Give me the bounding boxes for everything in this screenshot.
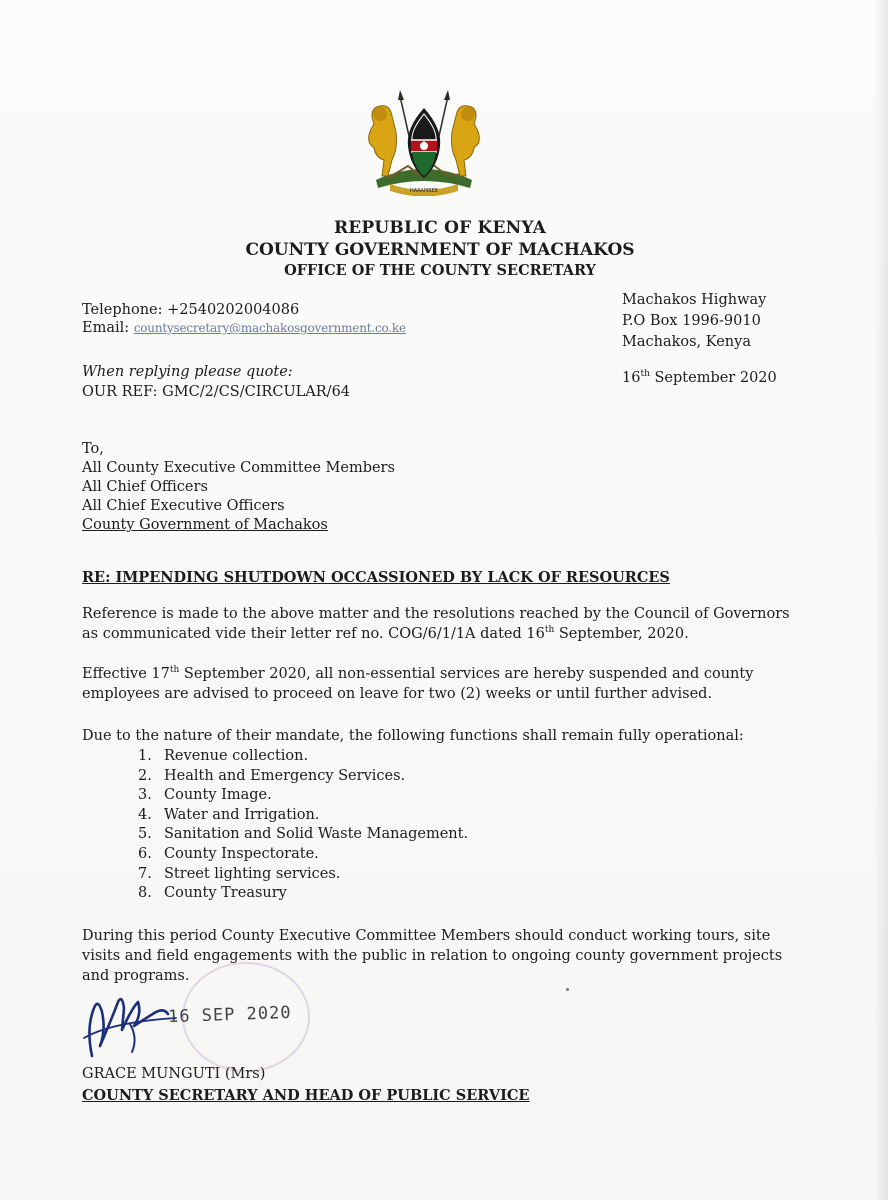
svg-text:HARAMBEE: HARAMBEE <box>410 188 438 194</box>
republic-heading: REPUBLIC OF KENYA <box>333 218 547 238</box>
list-item <box>138 884 468 904</box>
letterhead <box>200 218 680 279</box>
functions-list <box>138 747 468 904</box>
telephone-label: Telephone: <box>82 302 163 318</box>
paragraph-functions-intro: Due to the nature of their mandate, the following functions shall remain fully operational: <box>82 728 744 744</box>
p2-sup: th <box>169 665 180 676</box>
office-heading: OFFICE OF THE COUNTY SECRETARY <box>284 262 596 279</box>
list-item-text: County Treasury <box>164 885 287 902</box>
letter-date <box>622 370 777 386</box>
email-link[interactable]: countysecretary@machakosgovernment.co.ke <box>133 321 406 335</box>
ink-speck <box>566 988 569 991</box>
address-line-1: Machakos Highway <box>622 292 767 308</box>
list-item-number: 4. <box>138 806 152 823</box>
signatory-name: GRACE MUNGUTI (Mrs) <box>82 1066 266 1082</box>
recipient-line-4: County Government of Machakos <box>82 517 328 533</box>
signature-icon <box>72 968 192 1068</box>
signatory-title: COUNTY SECRETARY AND HEAD OF PUBLIC SERVICE <box>82 1087 530 1104</box>
county-heading: COUNTY GOVERNMENT OF MACHAKOS <box>245 240 635 260</box>
list-item-text: Health and Emergency Services. <box>164 767 406 784</box>
list-item <box>138 806 468 826</box>
list-item-text: Water and Irrigation. <box>164 806 320 823</box>
telephone-row <box>82 302 406 318</box>
list-item-text: County Image. <box>164 787 272 804</box>
list-item-number: 8. <box>138 885 152 902</box>
p1-text-a: Reference is made to the above matter and the resolutions reached by the Council of Governors as communicated vide their letter ref no. COG/6/1/1A dated 16 <box>82 606 790 642</box>
list-item-number: 1. <box>138 748 152 764</box>
list-item-text: Revenue collection. <box>164 748 309 764</box>
recipients-block <box>82 440 395 535</box>
recipient-line-1: All County Executive Committee Members <box>82 460 395 476</box>
stamp-date: 16 SEP 2020 <box>167 1002 292 1028</box>
list-item-number: 5. <box>138 826 152 843</box>
p1-text-b: September, 2020. <box>554 626 689 642</box>
list-item-number: 7. <box>138 865 152 882</box>
list-item <box>138 865 468 885</box>
email-label: Email: <box>82 320 130 336</box>
list-item <box>138 786 468 806</box>
date-rest: September 2020 <box>649 370 777 386</box>
subject-line: RE: IMPENDING SHUTDOWN OCCASSIONED BY LACK OF RESOURCES <box>82 569 670 586</box>
list-item-number: 2. <box>138 767 152 784</box>
our-reference: OUR REF: GMC/2/CS/CIRCULAR/64 <box>82 384 351 400</box>
list-item <box>138 767 468 787</box>
list-item-number: 6. <box>138 845 152 862</box>
to-salutation: To, <box>82 441 104 457</box>
list-item <box>138 845 468 865</box>
date-day: 16 <box>622 370 641 386</box>
kenya-coat-of-arms-icon <box>358 88 490 196</box>
address-line-3: Machakos, Kenya <box>622 334 751 350</box>
list-item-number: 3. <box>138 787 152 804</box>
reply-quote-prompt: When replying please quote: <box>82 364 293 380</box>
list-item-text: County Inspectorate. <box>164 845 319 862</box>
page-edge-shadow <box>874 0 888 1200</box>
telephone-value: +2540202004086 <box>167 302 300 318</box>
recipient-line-3: All Chief Executive Officers <box>82 498 285 514</box>
list-item-text: Sanitation and Solid Waste Management. <box>164 826 469 843</box>
p2-text-b: September 2020, all non-essential services are hereby suspended and county employees are advised to proceed on leave for two (2) weeks or until further advised. <box>82 666 754 702</box>
contact-block <box>82 302 406 338</box>
paragraph-working-tours: During this period County Executive Committee Members should conduct working tours, site visits and field engagements with the public in relation to ongoing county government projects and programs. <box>82 928 783 984</box>
email-row <box>82 320 406 336</box>
signatory-block <box>82 1064 529 1106</box>
address-line-2: P.O Box 1996-9010 <box>622 313 761 329</box>
p1-sup: th <box>544 625 555 636</box>
date-suffix: th <box>640 369 650 380</box>
recipient-line-2: All Chief Officers <box>82 479 208 495</box>
list-item <box>138 825 468 845</box>
list-item <box>138 747 468 767</box>
paragraph-effective <box>82 664 802 704</box>
list-item-text: Street lighting services. <box>164 865 341 882</box>
p2-text-a: Effective 17 <box>82 666 170 682</box>
postal-address <box>622 290 766 353</box>
paragraph-reference <box>82 604 802 644</box>
reference-block <box>82 362 350 402</box>
